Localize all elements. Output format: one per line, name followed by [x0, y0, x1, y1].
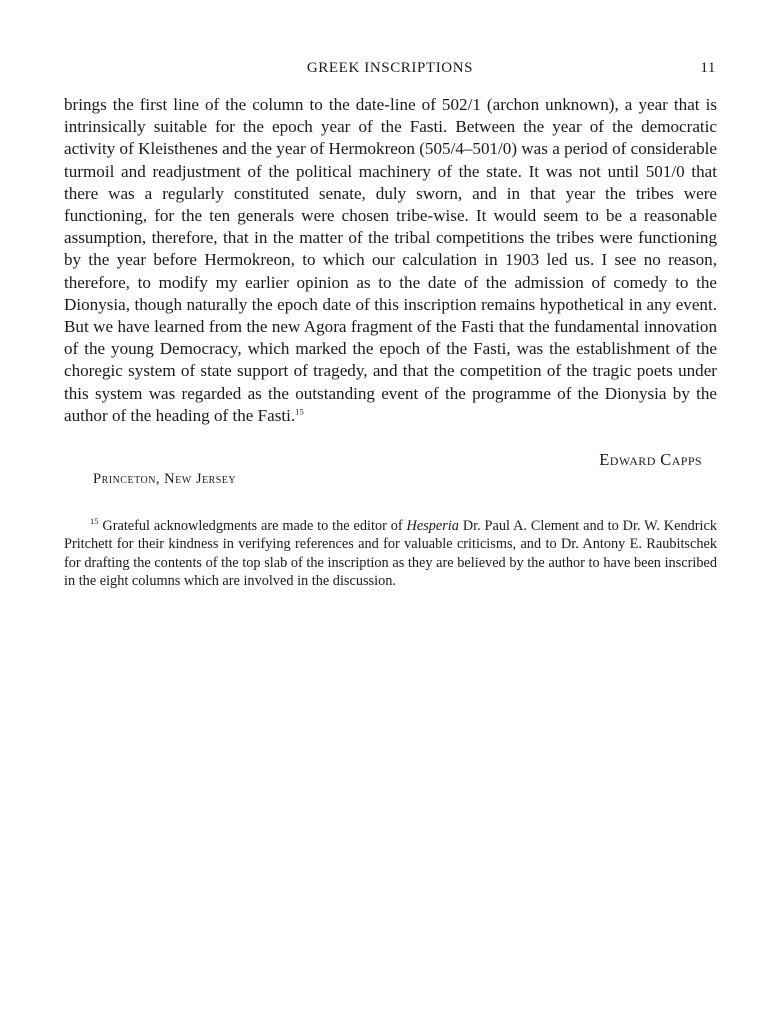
- footnote-reference: 15: [295, 406, 304, 417]
- footnote: [64, 517, 717, 590]
- footnote-text-before: Grateful acknowledgments are made to the editor of: [102, 518, 407, 534]
- footnote-number: 15: [90, 516, 99, 527]
- author-place: Princeton, New Jersey: [93, 471, 237, 487]
- page-number: 11: [700, 60, 716, 76]
- footnote-text-after: Dr. Paul A. Clement and to Dr. W. Kendrick Pritchett for their kindness in verifying references and for valuable criticisms, and to Dr. Antony E. Raubitschek for drafting the contents of the top slab of the inscription as they are believed by the author to have been inscribed in the eight columns which are involved in the discussion.: [64, 518, 717, 589]
- running-title: GREEK INSCRIPTIONS: [306, 60, 474, 76]
- body-paragraph-text: brings the first line of the column to the date-line of 502/1 (archon unknown), a year that is intrinsically suitable for the epoch year of the Fasti. Between the year of the democratic activity of Kleisthenes and the year of Hermokreon (505/4–501/0) was a period of considerable turmoil and readjustment of the political machinery of the state. It was not until 501/0 that there was a regularly constituted senate, duly sworn, and in that year the tribes were functioning, for the ten generals were chosen tribe-wise. It would seem to be a reasonable assumption, therefore, that in the matter of the tribal competitions the tribes were functioning by the year before Hermokreon, to which our calculation in 1903 led us. I see no reason, therefore, to modify my earlier opinion as to the date of the admission of comedy to the Dionysia, though naturally the epoch date of this inscription remains hypothetical in any event. But we have learned from the new Agora fragment of the Fasti that the fundamental innovation of the young Democracy, which marked the epoch of the Fasti, was the establishment of the choregic system of state support of tragedy, and that the competition of the tragic poets under this system was regarded as the outstanding event of the programme of the Dionysia by the author of the heading of the Fasti.: [64, 95, 717, 425]
- running-head: [64, 60, 716, 82]
- author-signature: Edward Capps: [599, 450, 702, 469]
- footnote-journal-title: Hesperia: [406, 518, 459, 534]
- body-paragraph: [64, 94, 717, 427]
